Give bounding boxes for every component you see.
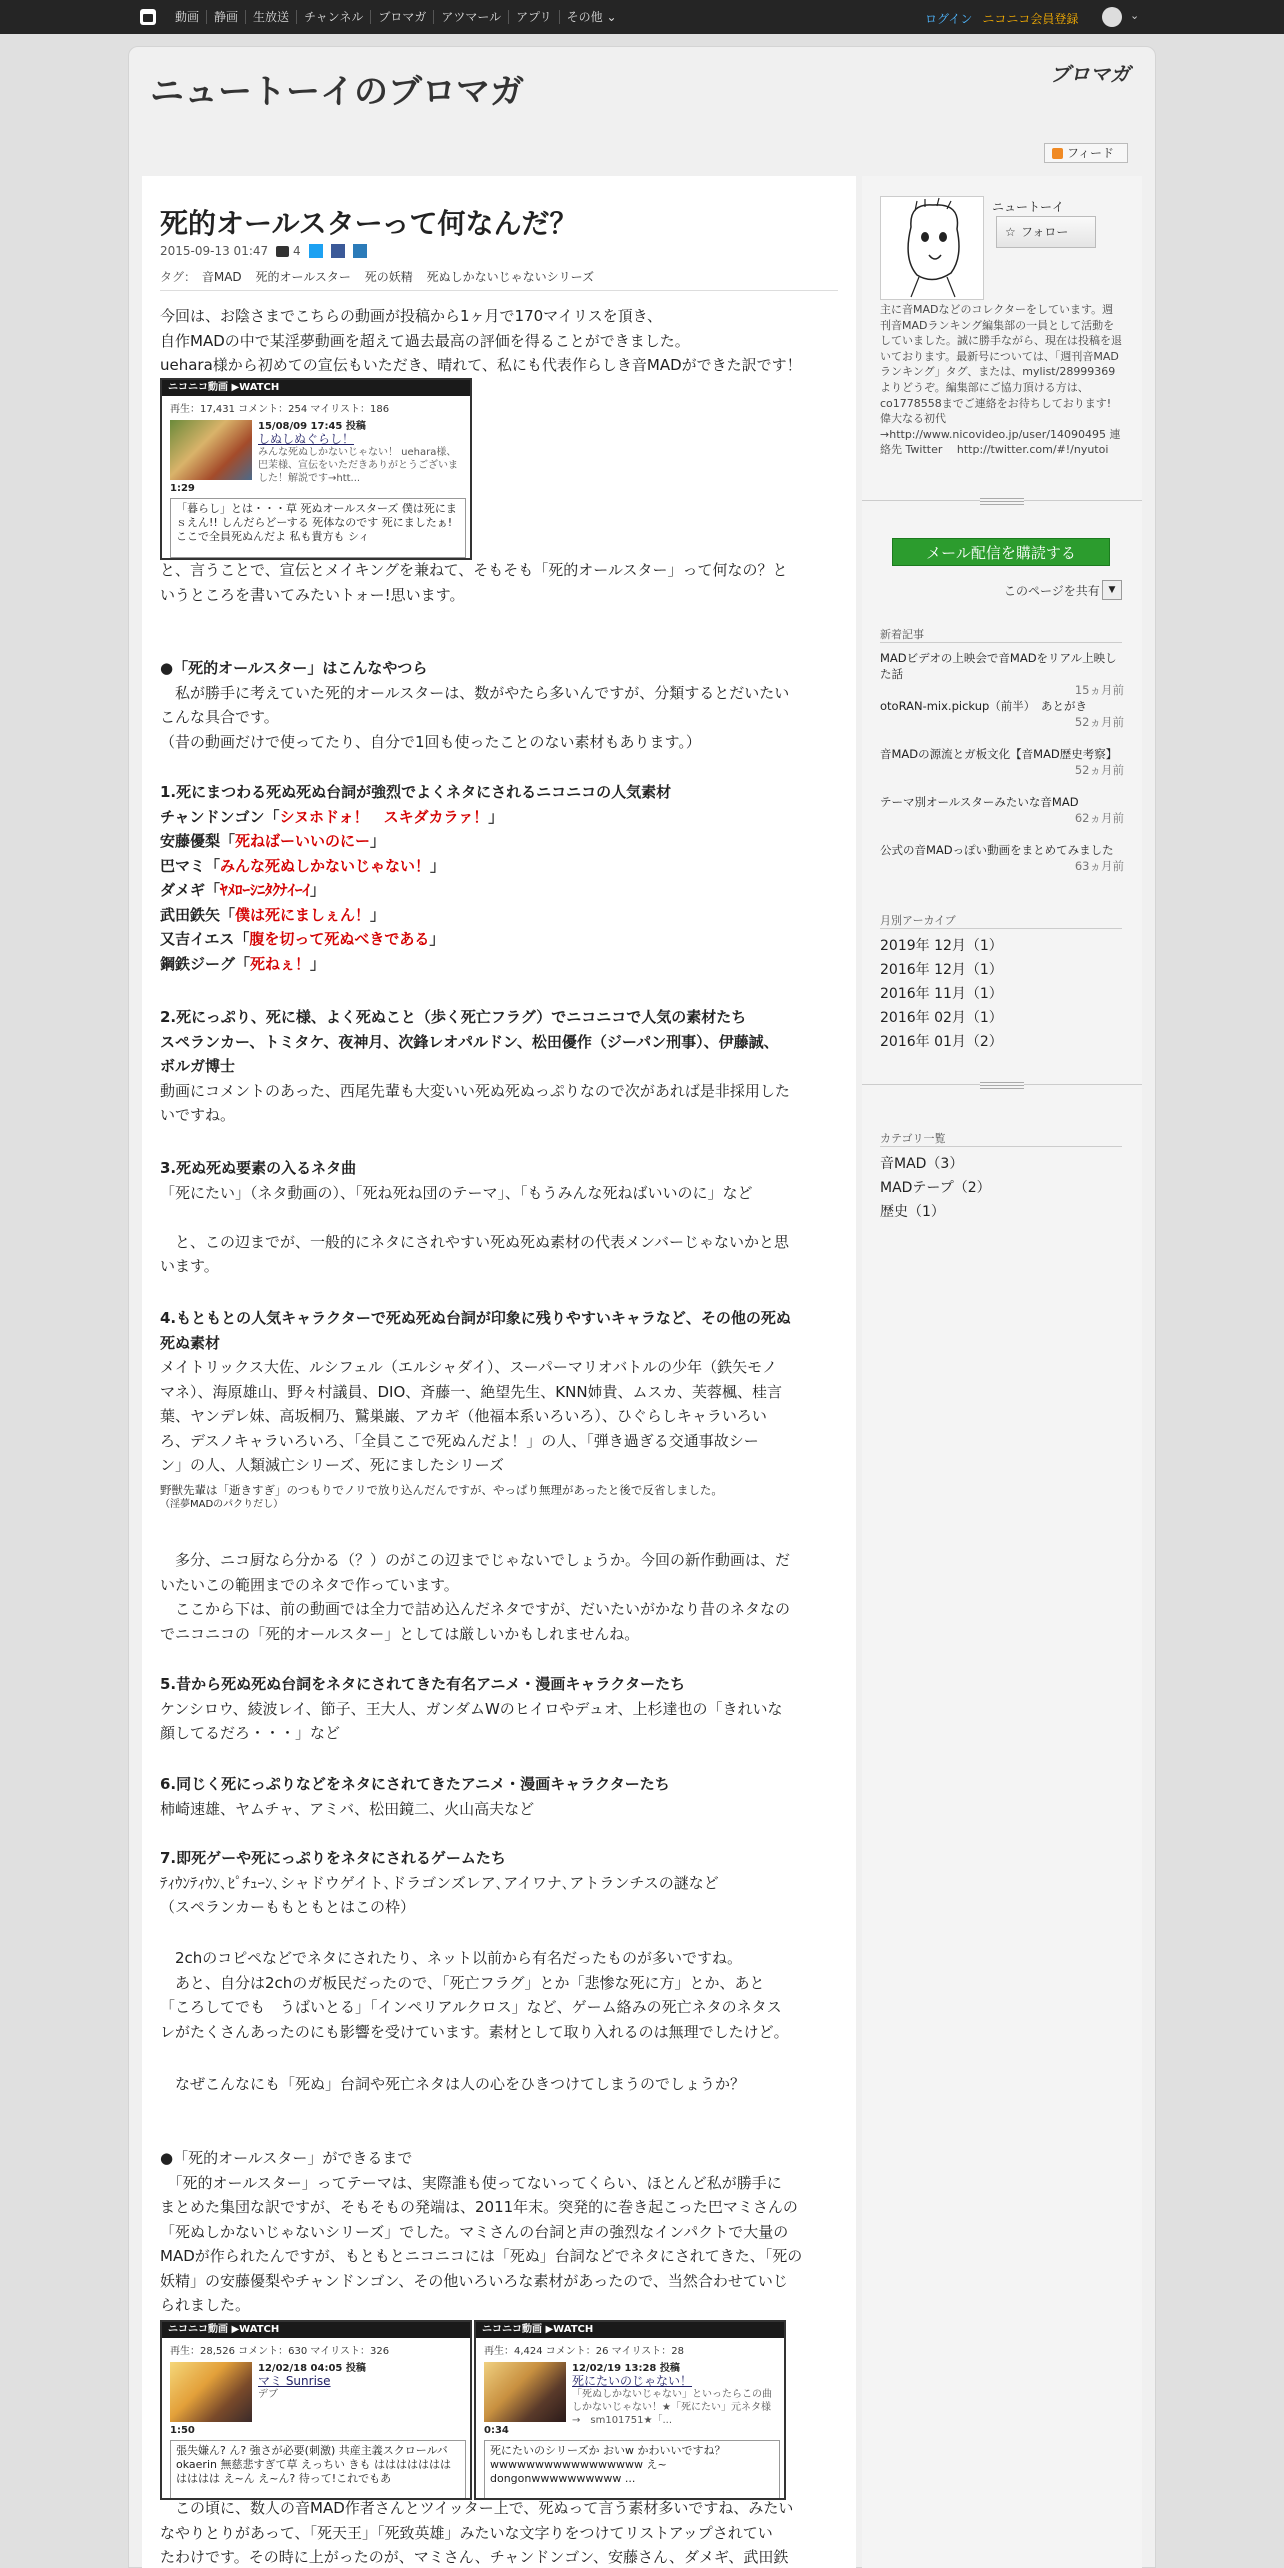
quote-item: 安藤優梨「死ねばーいいのにー」 <box>160 832 386 850</box>
tag-list <box>160 268 604 285</box>
video-embed[interactable] <box>160 2320 472 2500</box>
quote-item: ダメギ「ﾔﾒﾛｰｼﾆﾀｸﾅｲｰｲ」 <box>160 881 326 899</box>
article-date: 2015-09-13 01:47 <box>160 244 269 258</box>
text-line: 「ころしてでも うばいとる」「インペリアルクロス」など、ゲーム絡みの死亡ネタのネタス <box>160 1998 782 2016</box>
divider <box>880 642 1122 643</box>
text-line: 葉、ヤンデレ妹、高坂桐乃、鷲巣巌、アカギ（他福本系いろいろ）、ひぐらしキャラいろい <box>160 1407 767 1425</box>
text-line: られました。 <box>160 2296 251 2314</box>
nav-channel[interactable]: チャンネル <box>296 10 370 24</box>
feed-label: フィード <box>1067 146 1115 160</box>
text-line: と、言うことで、宣伝とメイキングを兼ねて、そもそも「死的オールスター」って何なの？と <box>160 561 788 579</box>
text-line: 私が勝手に考えていた死的オールスターは、数がやたら多いんですが、分類するとだいたい <box>160 683 790 702</box>
text-line: （スペランカーももともとはこの枠） <box>160 1898 416 1916</box>
text-line: ﾃｨｳﾝﾃｨｳﾝ､ﾋﾟﾁｭｰﾝ､シャドウゲイト､ドラゴンズレア､アイワナ､アトランチスの謎など <box>160 1873 719 1892</box>
bromaga-logo[interactable]: ブロマガ <box>1050 62 1130 86</box>
section-1 <box>160 780 840 976</box>
recent-item[interactable]: テーマ別オールスターみたいな音MAD 62ヵ月前 <box>880 795 1124 825</box>
section-heading: 7.即死ゲーや死にっぷりをネタにされるゲームたち <box>160 1849 506 1867</box>
comment-icon <box>276 246 289 257</box>
section-heading: ボルガ博士 <box>160 1057 236 1075</box>
paragraph <box>160 558 840 607</box>
posted-date: 15/08/09 17:45 投稿 <box>258 421 366 432</box>
chevron-down-icon[interactable]: ⌄ <box>1130 9 1140 22</box>
text-line: なやりとりがあって、「死天王」「死致英雄」みたいな文字りをつけてリストアップされてい <box>160 2523 773 2542</box>
text-line: 顔してるだろ・・・」など <box>160 1724 341 1742</box>
category-item[interactable]: MADテープ（2） <box>880 1180 991 1196</box>
section-heading: 4.もともとの人気キャラクターで死ぬ死ぬ台詞が印象に残りやすいキャラなど、その他の死ぬ <box>160 1309 791 1327</box>
quote-item: 又吉イエス「腹を切って死ぬべきである」 <box>160 930 445 948</box>
video-thumbnail[interactable] <box>170 420 252 480</box>
text-line: 「死にたい」（ネタ動画の）、「死ね死ね団のテーマ」、「もうみんな死ねばいいのに」など <box>160 1183 753 1202</box>
text-line: でニコニコの「死的オールスター」としては厳しいかもしれませんね。 <box>160 1624 640 1643</box>
embed-stats: 再生：17,431 コメント：254 マイリスト：186 <box>170 404 390 415</box>
comment-count[interactable] <box>276 244 300 258</box>
quote-item: チャンドンゴン「シヌホドォ！ スキダカラァ！」 <box>160 807 504 826</box>
section-3 <box>160 1156 840 1279</box>
recent-item[interactable]: 公式の音MADっぽい動画をまとめてみました 63ヵ月前 <box>880 843 1124 873</box>
niconico-logo-icon[interactable] <box>140 9 156 25</box>
share-dropdown-icon[interactable]: ▼ <box>1102 580 1122 600</box>
section-heading: ●「死的オールスター」ができるまで <box>160 2149 413 2167</box>
text-line: たわけです。その時に上がったのが、マミさん、チャンドンゴン、安藤さん、ダメギ、武田鉄 <box>160 2548 789 2566</box>
facebook-share-icon[interactable] <box>331 244 345 258</box>
archive-item[interactable]: 2016年 12月（1） <box>880 962 1003 978</box>
section-4 <box>160 1306 840 1511</box>
nav-other-label: その他 <box>566 10 603 24</box>
text-line: いうところを書いてみたいトォー!思います。 <box>160 585 465 604</box>
video-title-link[interactable]: 死にたいのじゃない！ <box>572 2374 693 2388</box>
section-5 <box>160 1672 840 1746</box>
section-heading: ●「死的オールスター」はこんなやつら <box>160 659 428 677</box>
recent-heading: 新着記事 <box>880 628 924 641</box>
text-line: 2chのコピペなどでネタにされたり、ネット以前から有名だったものが多いですね。 <box>160 1949 743 1967</box>
section-heading: スペランカー、トミタケ、夜神月、次鋒レオパルドン、松田優作（ジーパン刑事）、伊藤誠、 <box>160 1032 779 1051</box>
nav-app[interactable]: アプリ <box>508 10 559 24</box>
hatena-share-icon[interactable] <box>353 244 367 258</box>
text-line: こんな具合です。 <box>160 708 279 726</box>
intro-paragraph <box>160 304 840 378</box>
divider <box>880 1146 1122 1147</box>
sidebar-divider <box>862 1080 1142 1090</box>
embed-stats: 再生：4,424 コメント：26 マイリスト：28 <box>484 2346 685 2357</box>
recent-item[interactable]: otoRAN-mix.pickup（前半） あとがき 52ヵ月前 <box>880 699 1124 729</box>
section-6 <box>160 1772 840 1821</box>
tag-item[interactable]: 死的オールスター <box>255 270 351 284</box>
blog-title[interactable]: ニュートーイのブロマガ <box>150 72 524 112</box>
video-embed[interactable] <box>160 378 472 560</box>
quote-item: 武田鉄矢「僕は死にましぇん！」 <box>160 905 386 924</box>
paragraph <box>160 1946 840 2044</box>
category-item[interactable]: 歴史（1） <box>880 1204 945 1220</box>
text-line: 多分、ニコ厨なら分かる（？）のがこの辺までじゃないでしょうか。今回の新作動画は、だ <box>160 1551 791 1569</box>
comment-preview: 死にたいのシリーズか おいw かわいいですね？ wwwwwwwwwwwwwwwww え~ dongonwwwwwwwwww ... <box>484 2440 780 2500</box>
video-duration: 1:50 <box>170 2425 195 2436</box>
text-line: マネ）、海原雄山、野々村議員、DIO、斉藤一、絶望先生、KNN姉貴、ムスカ、芙蓉楓、桂言 <box>160 1382 782 1401</box>
text-line: いたいこの範囲までのネタで作っています。 <box>160 1575 459 1594</box>
section-heading: 2.死にっぷり、死に様、よく死ぬこと（歩く死亡フラグ）でニコニコで人気の素材たち <box>160 1008 747 1026</box>
register-link[interactable]: ニコニコ会員登録 <box>982 12 1079 26</box>
recent-item[interactable]: 音MADの源流とガ板文化【音MAD歴史考察】 52ヵ月前 <box>880 747 1124 777</box>
share-label: このページを共有 <box>1004 584 1100 598</box>
archive-item[interactable]: 2016年 02月（1） <box>880 1010 1003 1026</box>
video-embed[interactable] <box>474 2320 786 2500</box>
category-list <box>880 1152 991 1224</box>
divider <box>880 928 1122 929</box>
rss-icon <box>1052 148 1063 159</box>
text-line: この頃に、数人の音MAD作者さんとツイッター上で、死ぬって言う素材多いですね、みたい <box>160 2499 794 2517</box>
feed-button[interactable] <box>1044 143 1128 163</box>
login-link[interactable]: ログイン <box>925 12 973 26</box>
video-description: みんな死ぬしかないじゃない！ uehara様、巴茉様、宣伝をいただきありがとうございました！解説です→htt... <box>258 447 458 484</box>
archive-heading: 月別アーカイブ <box>880 914 956 927</box>
text-line: ン」の人、人類滅亡シリーズ、死にましたシリーズ <box>160 1456 504 1474</box>
category-item[interactable]: 音MAD（3） <box>880 1156 964 1172</box>
recent-item[interactable]: MADビデオの上映会で音MADをリアル上映した話 15ヵ月前 <box>880 651 1124 697</box>
profile-image[interactable] <box>880 196 984 300</box>
text-line: 動画にコメントのあった、西尾先輩も大変いい死ぬ死ぬっぷりなので次があれば是非採用した <box>160 1081 790 1100</box>
section-making <box>160 2146 840 2318</box>
archive-item[interactable]: 2016年 01月（2） <box>880 1034 1003 1050</box>
profile-name[interactable]: ニュートーイ <box>992 200 1065 214</box>
section-2 <box>160 1005 840 1128</box>
section-heading: 6.同じく死にっぷりなどをネタにされてきたアニメ・漫画キャラクターたち <box>160 1775 670 1793</box>
text-line: 妖精」の安藤優梨やチャンドンゴン、その他いろいろな素材があったので、当然合わせていじ <box>160 2271 788 2290</box>
nav-other[interactable]: その他 ⌄ <box>559 10 624 24</box>
tag-item[interactable]: 死の妖精 <box>364 270 413 284</box>
text-line: まとめた集団な訳ですが、そもそもの発端は、2011年末。突発的に巻き起こった巴マミさんの <box>160 2198 798 2216</box>
sidebar-divider <box>862 496 1142 506</box>
comment-count-value: 4 <box>292 244 301 258</box>
video-description: デブ <box>258 2389 278 2400</box>
text-line: uehara様から初めての宣伝もいただき、晴れて、私にも代表作らしき音MADができた訳です！ <box>160 356 802 374</box>
service-nav <box>168 10 624 24</box>
embed-header: ニコニコ動画 ▶WATCH <box>162 380 470 396</box>
paragraph <box>160 1548 840 1646</box>
posted-date: 12/02/18 04:05 投稿 <box>258 2363 366 2374</box>
text-line: メイトリックス大佐、ルシフェル（エルシャダイ）、スーパーマリオバトルの少年（鉄矢モノ <box>160 1358 777 1376</box>
sidebar <box>862 176 1142 2568</box>
video-title-link[interactable]: マミ Sunrise <box>258 2374 331 2388</box>
text-line: いですね。 <box>160 1106 236 1124</box>
account-links <box>925 10 1078 27</box>
section-7 <box>160 1846 840 1920</box>
video-duration: 1:29 <box>170 483 195 494</box>
nav-video[interactable]: 動画 <box>175 10 200 24</box>
video-thumbnail[interactable] <box>170 2362 252 2422</box>
tags-label: タグ： <box>160 270 197 284</box>
paragraph <box>160 2496 840 2568</box>
comment-preview: 張失嫌ん? ん? 強さが必要(刺激) 共産主義スクロールバ okaerin 無慈悲すぎて草 えっちい きも ははははははははははは え~ん え~ん? 待って!これでもあ <box>170 2440 466 2500</box>
video-thumbnail[interactable] <box>484 2362 566 2422</box>
nav-bromaga[interactable]: ブロマガ <box>370 10 433 24</box>
text-line: レがたくさんあったのにも影響を受けています。素材として取り入れるのは無理でしたけど。 <box>160 2022 789 2041</box>
follow-button[interactable] <box>996 216 1096 248</box>
text-line: （昔の動画だけで使ってたり、自分で1回も使ったことのない素材もあります。） <box>160 732 701 751</box>
section-heading: 3.死ぬ死ぬ要素の入るネタ曲 <box>160 1159 357 1177</box>
profile-description: 主に音MADなどのコレクターをしています。週刊音MADランキング編集部の一員として活動をしていました。誠に勝手ながら、現在は投稿を退いております。最新号については、「週刊音MADランキング」タグ、または、mylist/28999369よりどうぞ。編集部にご協力頂ける方は、co1778558までご連絡をお待ちしております! 偉大なる初代→http://www.nicovideo.jp/user/14090495 連絡先 Twitter http://twitter.com/#!/nyutoi <box>880 303 1122 457</box>
subscribe-button[interactable]: メール配信を購読する <box>892 538 1110 566</box>
section-heading: 死ぬ素材 <box>160 1333 221 1352</box>
face-drawing-icon <box>881 197 985 301</box>
text-line: ろ、デスノキャラいろいろ、「全員ここで死ぬんだよ！」の人、「弾き過ぎる交通事故シー <box>160 1431 759 1450</box>
section-heading: 5.昔から死ぬ死ぬ台詞をネタにされてきた有名アニメ・漫画キャラクターたち <box>160 1675 686 1693</box>
twitter-share-icon[interactable] <box>309 244 323 258</box>
archive-item[interactable]: 2019年 12月（1） <box>880 938 1003 954</box>
text-line: MADが作られたんですが、もともとニコニコには「死ぬ」台詞などでネタにされてきた、「死の <box>160 2247 803 2265</box>
embed-header: ニコニコ動画 ▶WATCH <box>476 2322 784 2338</box>
video-duration: 0:34 <box>484 2425 509 2436</box>
text-line: 自作MADの中で某淫夢動画を超えて過去最高の評価を得ることができました。 <box>160 331 690 350</box>
posted-date: 12/02/19 13:28 投稿 <box>572 2363 680 2374</box>
archive-item[interactable]: 2016年 11月（1） <box>880 986 1003 1002</box>
follow-label: フォロー <box>1021 225 1069 239</box>
section-heading: 1.死にまつわる死ぬ死ぬ台詞が強烈でよくネタにされるニコニコの人気素材 <box>160 783 672 801</box>
archive-list <box>880 934 1003 1054</box>
text-line: 「死的オールスター」ってテーマは、実際誰も使ってないってくらい、ほとんど私が勝手に <box>160 2173 782 2192</box>
note-line: （淫夢MADのパクりだし） <box>160 1498 284 1510</box>
section-allstar <box>160 656 840 754</box>
text-line: と、この辺までが、一般的にネタにされやすい死ぬ死ぬ素材の代表メンバーじゃないかと思 <box>160 1232 789 1251</box>
text-line: 「死ぬしかないじゃないシリーズ」でした。マミさんの台詞と声の強烈なインパクトで大量の <box>160 2222 789 2241</box>
article-title[interactable]: 死的オールスターって何なんだ？ <box>160 207 578 240</box>
embed-stats: 再生：28,526 コメント：630 マイリスト：326 <box>170 2346 390 2357</box>
text-line: なぜこんなにも「死ぬ」台詞や死亡ネタは人の心をひきつけてしまうのでしょうか？ <box>160 2075 746 2093</box>
nav-atsumaru[interactable]: アツマール <box>433 10 508 24</box>
star-icon: ☆ <box>1005 225 1016 239</box>
divider <box>160 290 838 291</box>
comment-preview: 「暮らし」とは・・・草 死ぬオールスターズ 僕は死にまｓえん!! しんだらどーする 死体なのです 死にましたぁ!ここで全員死ぬんだよ 私も貴方も シィ <box>170 498 466 558</box>
text-line: あと、自分は2chのガ板民だったので、「死亡フラグ」とか「悲惨な死に方」とか、あと <box>160 1973 765 1992</box>
global-nav-bar <box>0 0 1284 34</box>
text-line: ケンシロウ、綾波レイ、節子、王大人、ガンダムWのヒイロやデュオ、上杉達也の「きれいな <box>160 1699 783 1718</box>
category-heading: カテゴリ一覧 <box>880 1132 946 1145</box>
text-line: 柿崎速雄、ヤムチャ、アミバ、松田鏡二、火山高夫など <box>160 1799 535 1818</box>
article-meta <box>160 244 367 258</box>
text-line: 今回は、お陰さまでこちらの動画が投稿から1ヶ月で170マイリスを頂き、 <box>160 307 662 325</box>
nav-live[interactable]: 生放送 <box>245 10 296 24</box>
note-line: 野獣先輩は「逝きすぎ」のつもりでノリで放り込んだんですが、やっぱり無理があったと後で反省しました。 <box>160 1482 723 1497</box>
user-avatar-icon[interactable] <box>1102 7 1122 27</box>
tag-item[interactable]: 死ぬしかないじゃないシリーズ <box>426 270 594 284</box>
video-title-link[interactable]: しぬしぬぐらし！ <box>258 432 355 446</box>
quote-item: 巴マミ「みんな死ぬしかないじゃない！」 <box>160 856 446 875</box>
nav-image[interactable]: 静画 <box>206 10 245 24</box>
embed-header: ニコニコ動画 ▶WATCH <box>162 2322 470 2338</box>
quote-item: 鋼鉄ジーグ「死ねぇ！」 <box>160 954 326 973</box>
paragraph <box>160 2072 840 2097</box>
video-description: 「死ぬしかないじゃない」といったらこの曲しかないじゃない！★「死にたい」元ネタ様 → sm101751★「... <box>572 2389 781 2426</box>
text-line: ここから下は、前の動画では全力で詰め込んだネタですが、だいたいがかなり昔のネタなの <box>160 1600 791 1618</box>
tag-item[interactable]: 音MAD <box>201 270 242 284</box>
text-line: います。 <box>160 1257 219 1275</box>
